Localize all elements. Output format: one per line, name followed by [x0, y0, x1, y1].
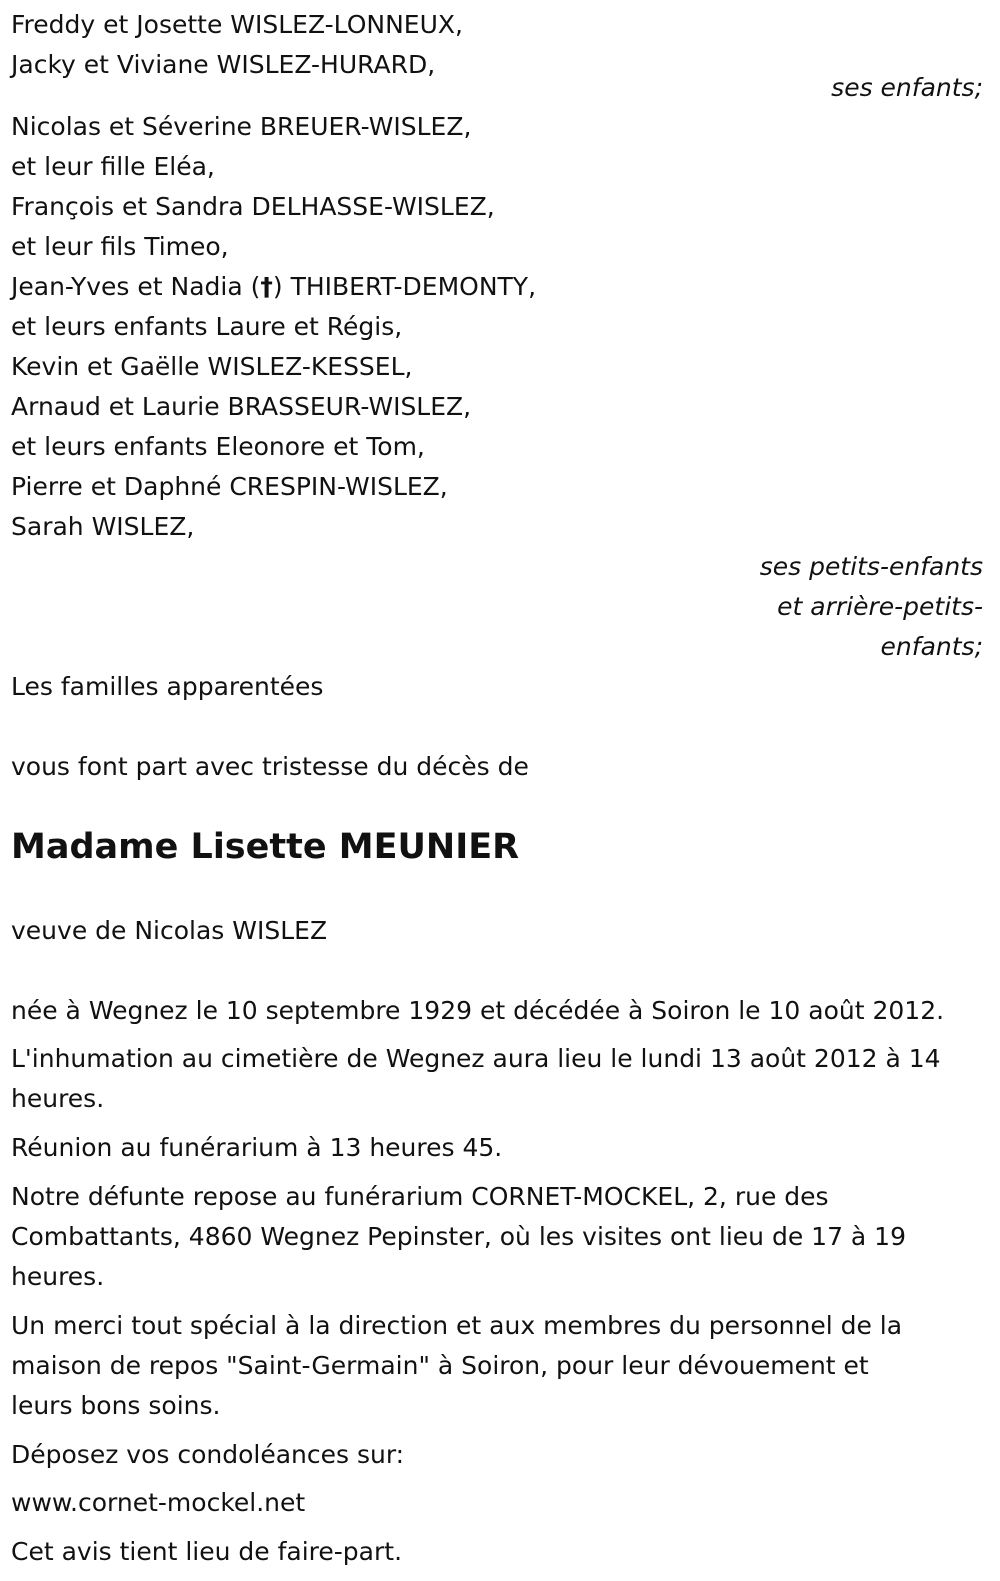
resting-line: Notre défunte repose au funérarium CORNET-MOCKEL, 2, rue des [11, 1182, 829, 1211]
grandchildren-section [11, 107, 983, 667]
grandchildren-relation: ses petits-enfants [759, 552, 983, 581]
condolences-label: Déposez vos condoléances sur: [11, 1440, 405, 1469]
grandchildren-relation: et arrière-petits- [777, 592, 983, 621]
announcement-text: vous font part avec tristesse du décès de [11, 752, 529, 781]
cross-line-prefix: Jean-Yves et Nadia ( [11, 272, 261, 301]
meeting-info: Réunion au funérarium à 13 heures 45. [11, 1133, 503, 1162]
grandchild-line: et leurs enfants Laure et Régis, [11, 312, 403, 341]
thanks-line: leurs bons soins. [11, 1391, 221, 1420]
children-section [11, 5, 983, 108]
widow-of: veuve de Nicolas WISLEZ [11, 916, 328, 945]
child-line: Freddy et Josette WISLEZ-LONNEUX, [11, 10, 463, 39]
grandchild-line: Pierre et Daphné CRESPIN-WISLEZ, [11, 472, 448, 501]
cross-icon: † [260, 272, 273, 301]
resting-line: heures. [11, 1262, 105, 1291]
closing-note: Cet avis tient lieu de faire-part. [11, 1537, 403, 1566]
grandchild-line: Kevin et Gaëlle WISLEZ-KESSEL, [11, 352, 413, 381]
obituary-notice [11, 5, 983, 1572]
grandchild-line: et leur fille Eléa, [11, 152, 215, 181]
birth-death: née à Wegnez le 10 septembre 1929 et décédée à Soiron le 10 août 2012. [11, 996, 945, 1025]
thanks-line: Un merci tout spécial à la direction et aux membres du personnel de la [11, 1311, 903, 1340]
children-relation: ses enfants; [831, 73, 983, 102]
grandchild-line: Sarah WISLEZ, [11, 512, 195, 541]
grandchild-line-deceased [11, 267, 983, 307]
burial-info [11, 1039, 983, 1119]
resting-info [11, 1177, 983, 1297]
grandchildren-relation: enfants; [880, 632, 983, 661]
cross-line-suffix: ) THIBERT-DEMONTY, [272, 272, 537, 301]
website-link[interactable]: www.cornet-mockel.net [11, 1488, 306, 1517]
resting-line: Combattants, 4860 Wegnez Pepinster, où les visites ont lieu de 17 à 19 [11, 1222, 906, 1251]
thanks-info [11, 1306, 983, 1426]
grandchild-line: Nicolas et Séverine BREUER-WISLEZ, [11, 112, 472, 141]
related-families: Les familles apparentées [11, 672, 324, 701]
grandchild-line: et leurs enfants Eleonore et Tom, [11, 432, 425, 461]
deceased-name: Madame Lisette MEUNIER [11, 827, 520, 867]
burial-line: heures. [11, 1084, 105, 1113]
child-line: Jacky et Viviane WISLEZ-HURARD, [11, 50, 436, 79]
burial-line: L'inhumation au cimetière de Wegnez aura lieu le lundi 13 août 2012 à 14 [11, 1044, 941, 1073]
thanks-line: maison de repos "Saint-Germain" à Soiron, pour leur dévouement et [11, 1351, 869, 1380]
grandchild-line: et leur fils Timeo, [11, 232, 229, 261]
grandchild-line: Arnaud et Laurie BRASSEUR-WISLEZ, [11, 392, 472, 421]
grandchild-line: François et Sandra DELHASSE-WISLEZ, [11, 192, 495, 221]
